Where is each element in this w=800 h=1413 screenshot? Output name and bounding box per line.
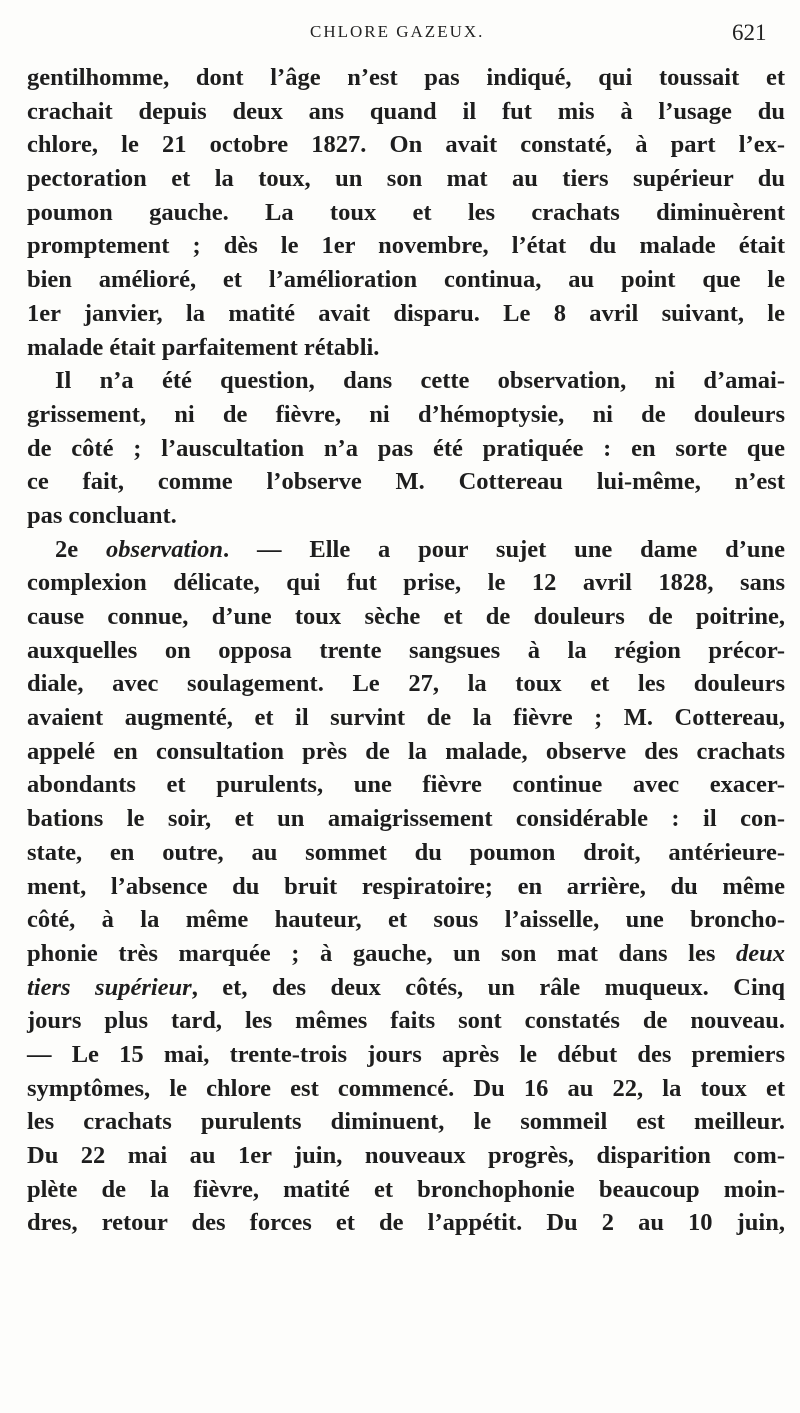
text-line: tiers supérieur, et, des deux côtés, un râle muqueux. Cinq [27,973,786,1001]
text-line: — Le 15 mai, trente-trois jours après le début des premiers [27,1040,785,1068]
text-line: complexion délicate, qui fut prise, le 12 avril 1828, sans [27,569,785,597]
text-line: chlore, le 21 octobre 1827. On avait constaté, à part l’ex- [27,131,785,159]
text-line: bien amélioré, et l’amélioration continua, au point que le [27,266,785,294]
text-line: poumon gauche. La toux et les crachats diminuèrent [27,198,785,226]
text-line: symptômes, le chlore est commencé. Du 16 au 22, la toux et [27,1074,785,1102]
text-line: malade était parfaitement rétabli. [27,333,380,361]
text-line: cause connue, d’une toux sèche et de douleurs de poitrine, [27,603,785,630]
text-line: Il n’a été question, dans cette observation, ni d’amai- [55,367,785,395]
text-line: dres, retour des forces et de l’appétit. Du 2 au 10 juin, [27,1209,785,1237]
text-line: plète de la fièvre, matité et bronchophonie beaucoup moin- [27,1175,785,1203]
text-line: ment, l’absence du bruit respiratoire; en arrière, du même [27,872,785,900]
text-line: pas concluant. [27,501,177,529]
text-line: ce fait, comme l’observe M. Cottereau lui-même, n’est [27,468,785,496]
emphasis-text: deux [736,939,785,967]
text-line: appelé en consultation près de la malade, observe des crachats [27,737,785,765]
text-line: avaient augmenté, et il survint de la fièvre ; M. Cottereau, [27,704,785,732]
emphasis-text: tiers supérieur [27,973,192,1001]
text-line: auxquelles on opposa trente sangsues à la région précor- [27,636,785,664]
text-line: crachait depuis deux ans quand il fut mis à l’usage du [27,97,785,125]
text-line: gentilhomme, dont l’âge n’est pas indiqué, qui toussait et [27,64,785,91]
text-line: les crachats purulents diminuent, le sommeil est meilleur. [27,1108,785,1136]
text-line: abondants et purulents, une fièvre continue avec exacer- [27,771,785,799]
text-line: côté, à la même hauteur, et sous l’aisselle, une broncho- [27,906,785,934]
text-line: bations le soir, et un amaigrissement considérable : il con- [27,805,785,833]
running-head [0,20,800,50]
text-line: 2e observation. — Elle a pour sujet une dame d’une [55,535,786,563]
page-number: 621 [732,20,767,45]
text-line: grissement, ni de fièvre, ni d’hémoptysie, ni de douleurs [27,400,785,428]
text-line: Du 22 mai au 1er juin, nouveaux progrès, disparition com- [27,1142,785,1169]
text-line: phonie très marquée ; à gauche, un son mat dans les deux [27,939,785,967]
text-line: pectoration et la toux, un son mat au tiers supérieur du [27,165,785,193]
text-line: state, en outre, au sommet du poumon droit, antérieure- [27,838,785,866]
text-line: jours plus tard, les mêmes faits sont constatés de nouveau. [27,1007,785,1035]
text-line: de côté ; l’auscultation n’a pas été pratiquée : en sorte que [27,434,785,462]
running-title: CHLORE GAZEUX. [310,22,485,41]
emphasis-text: observation [105,535,224,563]
body-text [27,61,785,1240]
text-line: 1er janvier, la matité avait disparu. Le 8 avril suivant, le [27,299,785,327]
text-line: promptement ; dès le 1er novembre, l’état du malade était [27,232,785,260]
text-line: diale, avec soulagement. Le 27, la toux et les douleurs [27,670,785,698]
